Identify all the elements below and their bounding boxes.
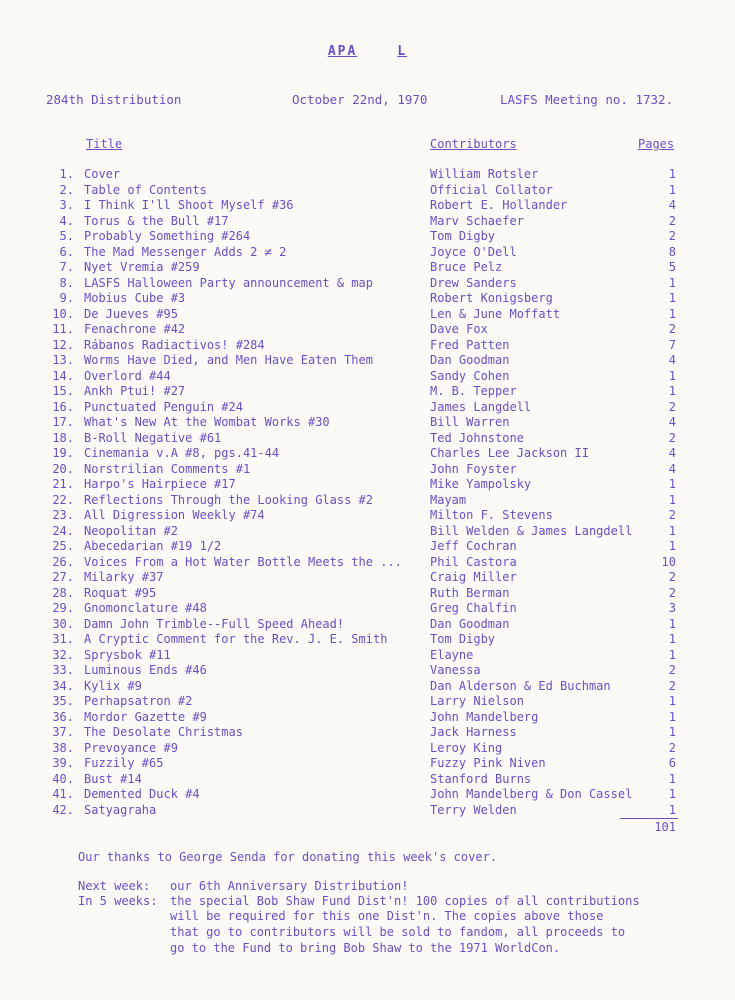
item-title: Damn John Trimble--Full Speed Ahead! bbox=[84, 616, 345, 631]
next-week-label: Next week: bbox=[78, 879, 151, 893]
item-contributor: Charles Lee Jackson II bbox=[430, 446, 589, 460]
list-item bbox=[0, 384, 735, 400]
list-item bbox=[0, 694, 735, 710]
list-item bbox=[0, 803, 735, 819]
item-title: Harpo's Hairpiece #17 bbox=[84, 477, 236, 491]
item-title: Norstrilian Comments #1 bbox=[84, 461, 251, 476]
item-title: Sprysbok #11 bbox=[84, 647, 171, 662]
total-pages: 101 bbox=[654, 820, 676, 834]
list-item bbox=[0, 276, 735, 292]
item-title: The Mad Messenger Adds 2 ≠ 2 bbox=[84, 244, 287, 259]
item-title: Milarky #37 bbox=[84, 570, 164, 584]
item-contributor: Greg Chalfin bbox=[430, 601, 517, 615]
item-title: I Think I'll Shoot Myself #36 bbox=[84, 198, 294, 212]
item-pages: 4 bbox=[668, 198, 676, 212]
list-item bbox=[0, 167, 735, 183]
item-pages: 1 bbox=[668, 275, 676, 290]
item-title: LASFS Halloween Party announcement & map bbox=[84, 275, 373, 290]
item-pages: 2 bbox=[668, 585, 676, 600]
item-contributor: Ruth Berman bbox=[430, 585, 510, 600]
item-title: Fenachrone #42 bbox=[84, 322, 186, 336]
item-contributor: Elayne bbox=[430, 647, 474, 662]
item-number: 15. bbox=[52, 384, 74, 398]
item-title: Probably Something #264 bbox=[84, 229, 251, 243]
item-number: 29. bbox=[52, 601, 74, 615]
list-item bbox=[0, 648, 735, 664]
item-contributor: Mike Yampolsky bbox=[430, 477, 532, 491]
list-item bbox=[0, 617, 735, 633]
thanks-note: Our thanks to George Senda for donating this week's cover. bbox=[78, 850, 498, 864]
item-number: 21. bbox=[52, 477, 74, 491]
item-contributor: Official Collator bbox=[430, 182, 553, 197]
item-title: A Cryptic Comment for the Rev. J. E. Smith bbox=[84, 632, 388, 646]
list-item bbox=[0, 353, 735, 369]
item-pages: 2 bbox=[668, 430, 676, 445]
item-pages: 1 bbox=[668, 182, 676, 197]
item-contributor: Joyce O'Dell bbox=[430, 244, 517, 259]
item-contributor: Terry Welden bbox=[430, 802, 517, 817]
list-item bbox=[0, 338, 735, 354]
item-pages: 1 bbox=[668, 647, 676, 662]
item-pages: 1 bbox=[668, 368, 676, 383]
item-contributor: Phil Castora bbox=[430, 554, 517, 569]
item-title: Cinemania v.A #8, pgs.41-44 bbox=[84, 446, 280, 460]
item-number: 32. bbox=[52, 647, 74, 662]
item-title: Perhapsatron #2 bbox=[84, 694, 193, 708]
item-contributor: M. B. Tepper bbox=[430, 384, 517, 398]
item-title: Reflections Through the Looking Glass #2 bbox=[84, 492, 373, 507]
item-title: Satyagraha bbox=[84, 802, 157, 817]
item-contributor: Stanford Burns bbox=[430, 771, 532, 786]
item-pages: 1 bbox=[668, 709, 676, 724]
total-rule bbox=[620, 818, 678, 819]
in-5-weeks-line4: go to the Fund to bring Bob Shaw to the 1971 WorldCon. bbox=[170, 941, 561, 955]
item-number: 13. bbox=[52, 353, 74, 367]
item-number: 27. bbox=[52, 570, 74, 584]
item-number: 36. bbox=[52, 709, 74, 724]
list-item bbox=[0, 260, 735, 276]
item-number: 34. bbox=[52, 678, 74, 693]
item-contributor: Ted Johnstone bbox=[430, 430, 524, 445]
item-title: Fuzzily #65 bbox=[84, 756, 164, 770]
in-5-weeks-line2: will be required for this one Dist'n. The copies above those bbox=[170, 909, 604, 923]
next-week-note bbox=[78, 879, 408, 895]
list-item bbox=[0, 570, 735, 586]
list-item bbox=[0, 663, 735, 679]
item-title: Punctuated Penguin #24 bbox=[84, 399, 243, 414]
list-item bbox=[0, 741, 735, 757]
item-number: 7. bbox=[59, 260, 74, 274]
item-title: Bust #14 bbox=[84, 771, 142, 786]
item-number: 16. bbox=[52, 399, 74, 414]
list-item bbox=[0, 725, 735, 741]
list-item bbox=[0, 415, 735, 431]
item-pages: 1 bbox=[668, 492, 676, 507]
item-pages: 1 bbox=[668, 616, 676, 631]
list-item bbox=[0, 493, 735, 509]
item-number: 39. bbox=[52, 756, 74, 770]
in-5-weeks-label: In 5 weeks: bbox=[78, 894, 158, 908]
list-item bbox=[0, 229, 735, 245]
in-5-weeks-note bbox=[78, 894, 640, 910]
item-title: Cover bbox=[84, 167, 121, 181]
item-number: 28. bbox=[52, 585, 74, 600]
item-title: Nyet Vremia #259 bbox=[84, 260, 200, 274]
contents-list bbox=[0, 167, 735, 818]
item-number: 6. bbox=[59, 244, 74, 259]
item-pages: 2 bbox=[668, 399, 676, 414]
item-number: 5. bbox=[59, 229, 74, 243]
apa-title bbox=[0, 44, 735, 59]
item-number: 37. bbox=[52, 725, 74, 739]
list-item bbox=[0, 198, 735, 214]
item-number: 19. bbox=[52, 446, 74, 460]
item-pages: 1 bbox=[668, 694, 676, 708]
in-5-weeks-line1: the special Bob Shaw Fund Dist'n! 100 copies of all contributions bbox=[170, 894, 640, 908]
item-title: Rábanos Radiactivos! #284 bbox=[84, 337, 265, 352]
list-item bbox=[0, 710, 735, 726]
item-number: 26. bbox=[52, 554, 74, 569]
item-pages: 2 bbox=[668, 740, 676, 755]
item-pages: 1 bbox=[668, 771, 676, 786]
item-title: Worms Have Died, and Men Have Eaten Them bbox=[84, 353, 373, 367]
item-title: Gnomonclature #48 bbox=[84, 601, 207, 615]
list-item bbox=[0, 524, 735, 540]
item-contributor: Fuzzy Pink Niven bbox=[430, 756, 546, 770]
item-number: 31. bbox=[52, 632, 74, 646]
item-number: 12. bbox=[52, 337, 74, 352]
next-week-text: our 6th Anniversary Distribution! bbox=[170, 879, 409, 893]
item-contributor: William Rotsler bbox=[430, 167, 539, 181]
item-pages: 4 bbox=[668, 415, 676, 429]
item-contributor: John Mandelberg & Don Cassel bbox=[430, 787, 633, 801]
item-title: Luminous Ends #46 bbox=[84, 663, 207, 677]
item-title: Table of Contents bbox=[84, 182, 207, 197]
item-number: 1. bbox=[59, 167, 74, 181]
item-number: 22. bbox=[52, 492, 74, 507]
item-number: 33. bbox=[52, 663, 74, 677]
item-title: Torus & the Bull #17 bbox=[84, 213, 229, 228]
apa-label: APA bbox=[327, 44, 358, 59]
list-item bbox=[0, 245, 735, 261]
item-contributor: Sandy Cohen bbox=[430, 368, 510, 383]
item-title: Prevoyance #9 bbox=[84, 740, 178, 755]
item-pages: 1 bbox=[668, 539, 676, 553]
item-number: 14. bbox=[52, 368, 74, 383]
item-contributor: Dave Fox bbox=[430, 322, 488, 336]
item-contributor: Fred Patten bbox=[430, 337, 510, 352]
item-pages: 10 bbox=[661, 554, 676, 569]
list-item bbox=[0, 477, 735, 493]
item-contributor: Bill Welden & James Langdell bbox=[430, 523, 633, 538]
item-number: 3. bbox=[59, 198, 74, 212]
item-title: B-Roll Negative #61 bbox=[84, 430, 222, 445]
item-number: 10. bbox=[52, 306, 74, 321]
item-contributor: Mayam bbox=[430, 492, 467, 507]
list-item bbox=[0, 539, 735, 555]
column-header-pages: Pages bbox=[638, 137, 675, 151]
list-item bbox=[0, 183, 735, 199]
distribution-number: 284th Distribution bbox=[46, 92, 182, 107]
item-pages: 5 bbox=[668, 260, 676, 274]
item-pages: 4 bbox=[668, 461, 676, 476]
item-title: Kylix #9 bbox=[84, 678, 142, 693]
item-number: 41. bbox=[52, 787, 74, 801]
item-pages: 2 bbox=[668, 678, 676, 693]
item-pages: 1 bbox=[668, 167, 676, 181]
item-title: Abecedarian #19 1/2 bbox=[84, 539, 222, 553]
item-number: 2. bbox=[59, 182, 74, 197]
item-number: 17. bbox=[52, 415, 74, 429]
item-number: 11. bbox=[52, 322, 74, 336]
item-number: 9. bbox=[59, 291, 74, 305]
item-pages: 1 bbox=[668, 477, 676, 491]
distribution-date: October 22nd, 1970 bbox=[292, 92, 428, 107]
list-item bbox=[0, 307, 735, 323]
list-item bbox=[0, 756, 735, 772]
item-number: 23. bbox=[52, 508, 74, 522]
item-contributor: Dan Goodman bbox=[430, 616, 510, 631]
item-number: 24. bbox=[52, 523, 74, 538]
list-item bbox=[0, 586, 735, 602]
list-item bbox=[0, 787, 735, 803]
item-contributor: Dan Alderson & Ed Buchman bbox=[430, 678, 611, 693]
column-header-contributors: Contributors bbox=[430, 137, 517, 151]
item-contributor: Marv Schaefer bbox=[430, 213, 524, 228]
list-item bbox=[0, 291, 735, 307]
item-title: Roquat #95 bbox=[84, 585, 157, 600]
item-title: Mobius Cube #3 bbox=[84, 291, 186, 305]
item-pages: 6 bbox=[668, 756, 676, 770]
meeting-number: LASFS Meeting no. 1732. bbox=[500, 92, 674, 107]
list-item bbox=[0, 632, 735, 648]
item-number: 35. bbox=[52, 694, 74, 708]
item-contributor: Bill Warren bbox=[430, 415, 510, 429]
item-contributor: Drew Sanders bbox=[430, 275, 517, 290]
item-contributor: Jeff Cochran bbox=[430, 539, 517, 553]
item-contributor: Bruce Pelz bbox=[430, 260, 503, 274]
item-contributor: Len & June Moffatt bbox=[430, 306, 561, 321]
item-pages: 1 bbox=[668, 787, 676, 801]
item-pages: 1 bbox=[668, 306, 676, 321]
list-item bbox=[0, 772, 735, 788]
item-contributor: Tom Digby bbox=[430, 229, 496, 243]
list-item bbox=[0, 508, 735, 524]
item-contributor: Dan Goodman bbox=[430, 353, 510, 367]
item-title: The Desolate Christmas bbox=[84, 725, 243, 739]
item-contributor: Robert E. Hollander bbox=[430, 198, 568, 212]
item-number: 20. bbox=[52, 461, 74, 476]
item-pages: 1 bbox=[668, 384, 676, 398]
item-title: Ankh Ptui! #27 bbox=[84, 384, 186, 398]
item-pages: 1 bbox=[668, 523, 676, 538]
list-item bbox=[0, 462, 735, 478]
list-item bbox=[0, 400, 735, 416]
list-item bbox=[0, 322, 735, 338]
item-title: De Jueves #95 bbox=[84, 306, 178, 321]
item-contributor: John Mandelberg bbox=[430, 709, 539, 724]
item-contributor: Vanessa bbox=[430, 663, 481, 677]
item-pages: 1 bbox=[668, 802, 676, 817]
item-pages: 2 bbox=[668, 508, 676, 522]
item-number: 25. bbox=[52, 539, 74, 553]
item-number: 38. bbox=[52, 740, 74, 755]
item-pages: 1 bbox=[668, 632, 676, 646]
item-title: Demented Duck #4 bbox=[84, 787, 200, 801]
item-pages: 2 bbox=[668, 322, 676, 336]
list-item bbox=[0, 431, 735, 447]
item-pages: 4 bbox=[668, 446, 676, 460]
item-number: 30. bbox=[52, 616, 74, 631]
item-title: Mordor Gazette #9 bbox=[84, 709, 207, 724]
item-contributor: Jack Harness bbox=[430, 725, 517, 739]
list-item bbox=[0, 601, 735, 617]
item-pages: 7 bbox=[668, 337, 676, 352]
list-item bbox=[0, 555, 735, 571]
item-pages: 2 bbox=[668, 663, 676, 677]
item-pages: 1 bbox=[668, 725, 676, 739]
item-pages: 3 bbox=[668, 601, 676, 615]
item-title: All Digression Weekly #74 bbox=[84, 508, 265, 522]
list-item bbox=[0, 679, 735, 695]
item-contributor: Leroy King bbox=[430, 740, 503, 755]
item-contributor: Craig Miller bbox=[430, 570, 517, 584]
item-pages: 2 bbox=[668, 570, 676, 584]
item-title: Overlord #44 bbox=[84, 368, 171, 383]
item-number: 8. bbox=[59, 275, 74, 290]
in-5-weeks-line3: that go to contributors will be sold to fandom, all proceeds to bbox=[170, 925, 626, 939]
item-contributor: James Langdell bbox=[430, 399, 532, 414]
column-header-title: Title bbox=[86, 137, 123, 151]
list-item bbox=[0, 214, 735, 230]
item-contributor: John Foyster bbox=[430, 461, 517, 476]
item-number: 18. bbox=[52, 430, 74, 445]
item-title: Neopolitan #2 bbox=[84, 523, 178, 538]
apa-l-label: L bbox=[397, 44, 408, 59]
item-title: Voices From a Hot Water Bottle Meets the ... bbox=[84, 554, 402, 569]
item-pages: 4 bbox=[668, 353, 676, 367]
item-contributor: Tom Digby bbox=[430, 632, 496, 646]
list-item bbox=[0, 446, 735, 462]
item-number: 40. bbox=[52, 771, 74, 786]
item-pages: 2 bbox=[668, 213, 676, 228]
item-pages: 2 bbox=[668, 229, 676, 243]
list-item bbox=[0, 369, 735, 385]
item-pages: 1 bbox=[668, 291, 676, 305]
item-number: 42. bbox=[52, 802, 74, 817]
item-contributor: Milton F. Stevens bbox=[430, 508, 553, 522]
item-pages: 8 bbox=[668, 244, 676, 259]
item-contributor: Larry Nielson bbox=[430, 694, 524, 708]
item-contributor: Robert Konigsberg bbox=[430, 291, 553, 305]
item-title: What's New At the Wombat Works #30 bbox=[84, 415, 330, 429]
item-number: 4. bbox=[59, 213, 74, 228]
